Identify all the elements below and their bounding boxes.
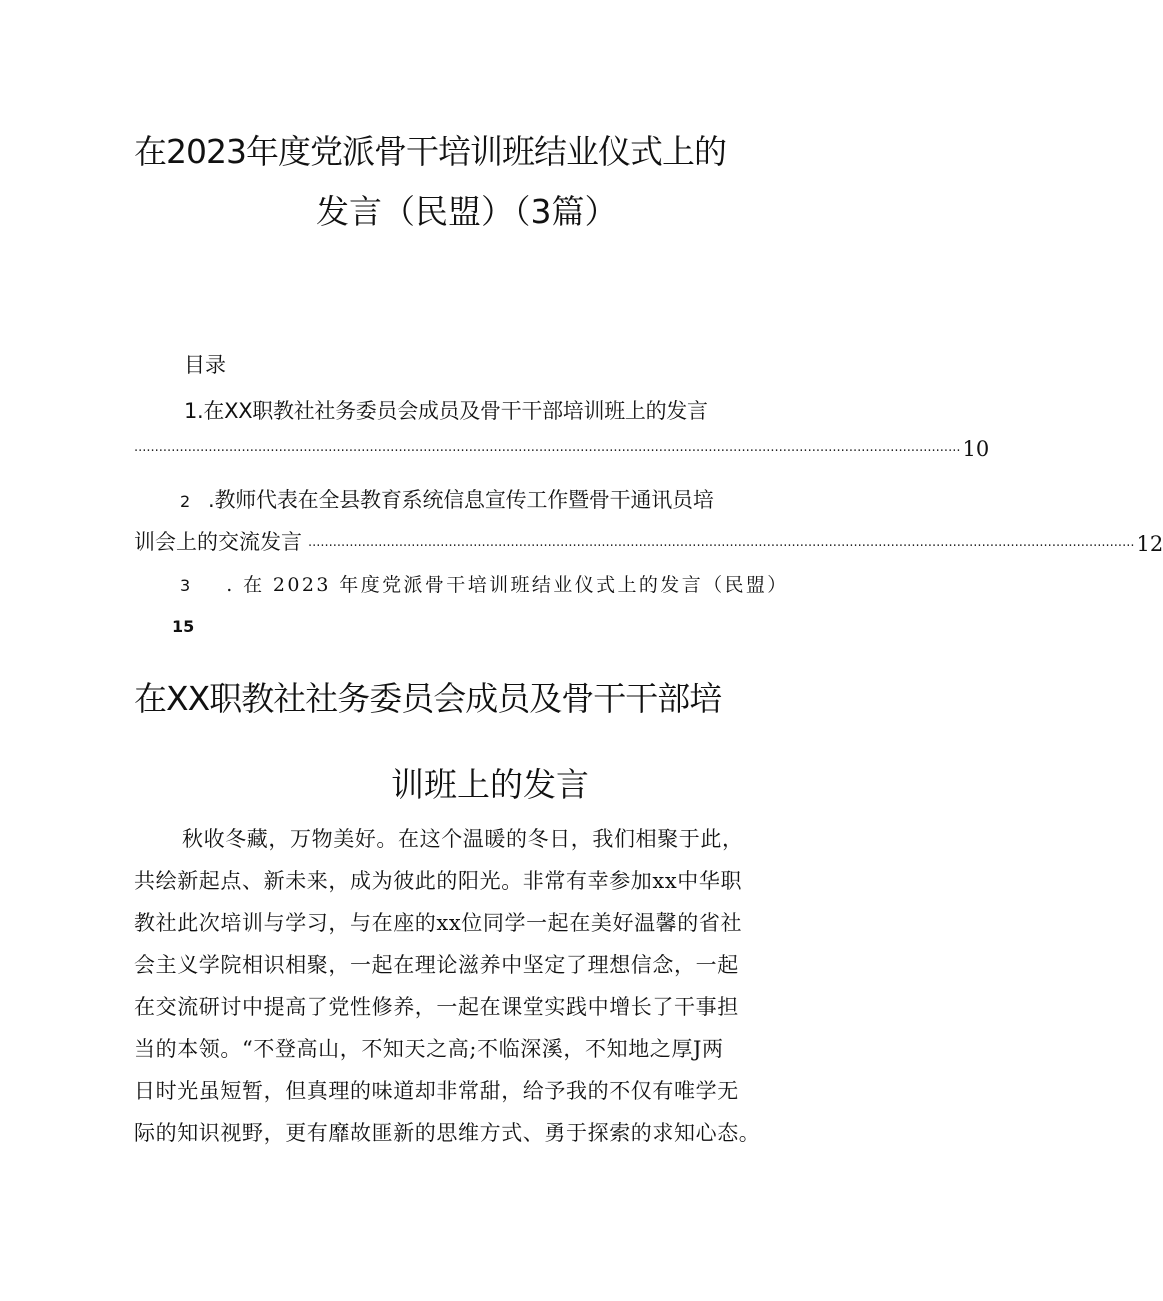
toc-item-3-number: 3 <box>180 576 191 595</box>
toc-item-2-page: 12 <box>1136 532 1163 556</box>
toc-item-1-leader[interactable] <box>134 437 990 461</box>
toc-item-2-text[interactable] <box>180 484 714 514</box>
paragraph-line: 共绘新起点、新未来，成为彼此的阳光。非常有幸参加xx中华职 <box>134 869 743 893</box>
paragraph-line: 在交流研讨中提高了党性修养，一起在课堂实践中增长了干事担 <box>134 995 739 1019</box>
document-title-line-1: 在2023年度党派骨干培训班结业仪式上的 <box>134 132 726 171</box>
toc-item-2-line-1: .教师代表在全县教育系统信息宣传工作暨骨干通讯员培 <box>207 488 714 512</box>
toc-item-3-page: 15 <box>172 617 195 636</box>
toc-heading: 目录 <box>184 353 226 377</box>
paragraph-line: 际的知识视野，更有靡故匪新的思维方式、勇于探索的求知心态。 <box>134 1121 761 1145</box>
toc-item-1-text[interactable]: 1.在XX职教社社务委员会成员及骨干干部培训班上的发言 <box>184 399 708 423</box>
toc-item-1-page: 10 <box>962 437 990 461</box>
paragraph-line: 会主义学院相识相聚，一起在理论滋养中坚定了理想信念，一起 <box>134 953 739 977</box>
paragraph-line: 教社此次培训与学习，与在座的xx位同学一起在美好温馨的省社 <box>134 911 743 935</box>
paragraph-line: 日时光虽短暂，但真理的味道却非常甜，给予我的不仅有唯学无 <box>134 1079 739 1103</box>
section-title-line-1: 在XX职教社社务委员会成员及骨干干部培 <box>134 679 722 718</box>
paragraph-line: 当的本领。“不登高山，不知天之高;不临深溪，不知地之厚J两 <box>134 1037 724 1061</box>
toc-item-3-text[interactable] <box>180 570 789 597</box>
section-paragraph <box>134 818 794 1154</box>
toc-item-2-number: 2 <box>180 492 190 511</box>
toc-item-3-line-1: . 在 2023 年度党派骨干培训班结业仪式上的发言（民盟） <box>226 574 789 596</box>
section-title-line-2: 训班上的发言 <box>391 765 589 804</box>
toc-item-2-leader[interactable] <box>134 526 1163 556</box>
document-title-line-2: 发言（民盟）（3篇） <box>316 192 618 231</box>
toc-item-2-line-2: 训会上的交流发言 <box>134 530 302 554</box>
paragraph-line: 秋收冬藏，万物美好。在这个温暖的冬日，我们相聚于此， <box>182 827 744 851</box>
toc-dot-leader: ........................................................................................................................................................................................................ <box>308 535 1135 550</box>
toc-dot-leader: ........................................................................................................................................................................................................ <box>134 440 961 455</box>
